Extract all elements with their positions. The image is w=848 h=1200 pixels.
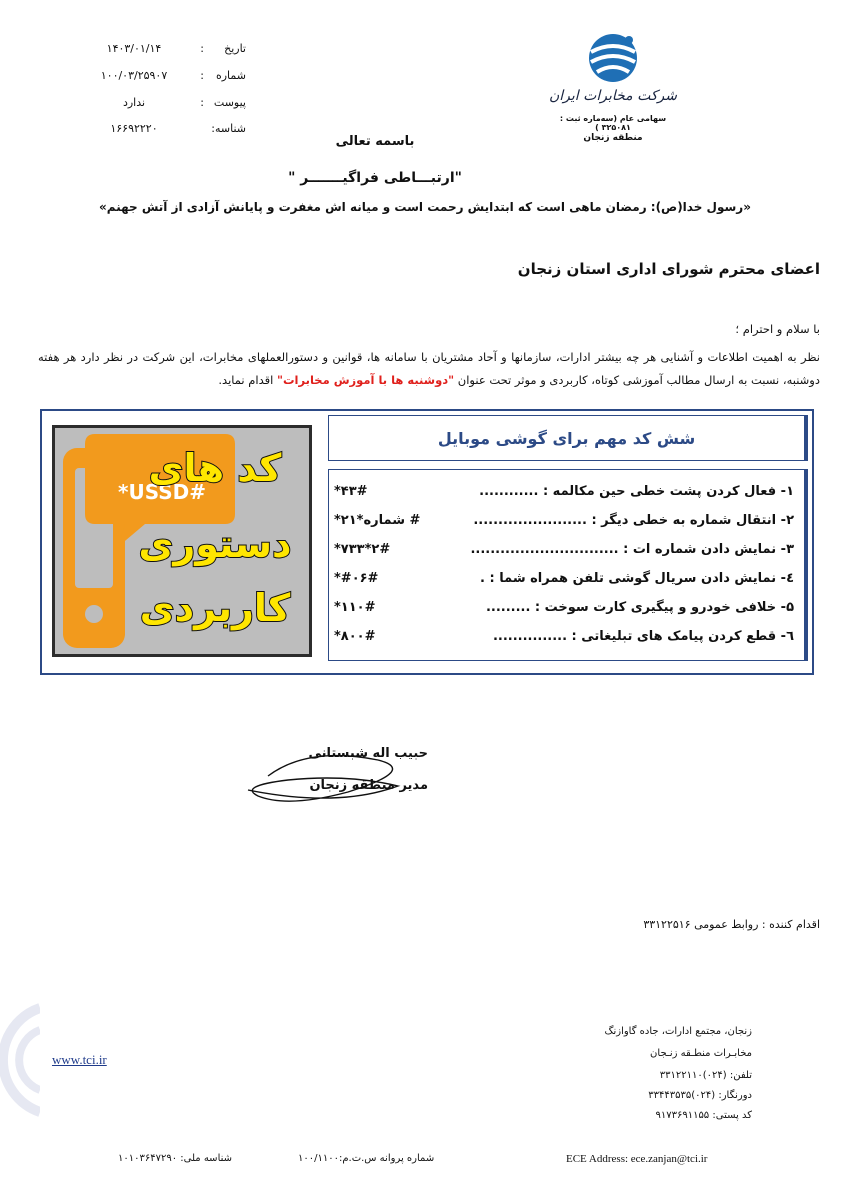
slogan: "ارتبـــاطی فراگیـــــــر " [288, 170, 462, 186]
item-code: *۲۱*شماره # [334, 513, 421, 528]
phone-value: (۰۲۴)۳۳۱۲۲۱۱۰ [659, 1070, 727, 1081]
item-label: ٦- قطع کردن پیامک های تبلیغاتی : ............... [492, 629, 794, 644]
ussd-label: *USSD# [118, 480, 206, 504]
item-code: *۱۱۰# [334, 600, 376, 615]
fax-value: (۰۲۴)۳۳۴۴۳۵۳۵ [648, 1090, 716, 1101]
postal-row [512, 1110, 752, 1121]
decorative-arc-icon [0, 1000, 40, 1120]
company-region: منطقه زنجان [583, 133, 643, 143]
box-title: شش کد مهم برای گوشی موبایل [328, 415, 808, 461]
greeting: با سلام و احترام ؛ [735, 322, 820, 336]
number-value: ۱۰۰/۰۳/۲۵۹۰۷ [100, 69, 168, 82]
company-capital: سهامی عام (سه‌ماره ثبت : ۳۲۵۰۸۱ ) [559, 114, 667, 132]
item-label: ۵- خلافی خودرو و پیگیری کارت سوخت : ......... [485, 600, 794, 615]
phone-row [512, 1070, 752, 1081]
item-label: ٤- نمایش دادن سریال گوشی تلفن همراه شما : . [480, 571, 794, 586]
body-paragraph [38, 346, 820, 392]
list-item [334, 478, 794, 506]
item-label: ۲- انتقال شماره به خطی دیگر : ....................... [473, 513, 794, 528]
date-value: ۱۴۰۳/۰۱/۱۴ [106, 42, 162, 55]
fax-row [512, 1090, 752, 1101]
bismillah: باسمه تعالی [335, 134, 415, 149]
body-text-2: اقدام نماید. [218, 373, 277, 387]
codes-list [328, 469, 808, 661]
item-code: *۴۳# [334, 484, 368, 499]
colon: : [200, 69, 204, 82]
id-value: ۱۶۶۹۲۲۲۰ [110, 122, 158, 135]
body-text-1: نظر به اهمیت اطلاعات و آشنایی هر چه بیشتر ادارات، سازمانها و آحاد مشتریان با سامانه ها، قوانین و دستورالعملهای مخابرات، این شرکت در نظر دارد هر هفته دوشنبه، نسبت به ارسال مطالب آموزشی کوتاه، کاربردی و موثر تحت عنوان [38, 350, 820, 387]
list-item [334, 565, 794, 593]
item-label: ۱- فعال کردن پشت خطی حین مکالمه : ............ [479, 484, 794, 499]
address-line-1: زنجان، مجتمع ادارات، جاده گاوازنگ [604, 1026, 752, 1037]
ussd-banner [52, 425, 312, 657]
colon: : [200, 96, 204, 109]
list-item [334, 507, 794, 535]
banner-line-3: کاربردی [139, 586, 291, 630]
fax-label: دورنگار: [718, 1090, 752, 1101]
list-item [334, 536, 794, 564]
attachment-label: پیوست [213, 96, 246, 109]
banner-line-2: دستوری [138, 522, 292, 566]
body-highlight: "دوشنبه ها با آموزش مخابرات" [277, 373, 455, 387]
company-logo [548, 30, 678, 160]
item-code: *#۰۶# [334, 571, 379, 586]
address-line-2: مخابـرات منطـقه زنـجان [650, 1048, 752, 1059]
hadith: «رسول خدا(ص): رمضان ماهی است که ابتدایش رحمت است و میانه اش مغفرت و پایانش آزادی از آتش جهنم» [99, 200, 751, 214]
license-number: شماره پروانه س.ت.م:۱۰۰/۱۱۰۰ [298, 1153, 435, 1164]
national-id: شناسه ملی: ۱۰۱۰۳۶۴۷۲۹۰ [118, 1153, 233, 1164]
postal-value: ۹۱۷۳۶۹۱۱۵۵ [655, 1110, 710, 1121]
attachment-value: ندارد [122, 96, 146, 109]
list-item [334, 623, 794, 651]
signature-block [228, 746, 428, 816]
item-code: *۷۳۳*۲# [334, 542, 391, 557]
company-name: شرکت مخابرات ایران [549, 88, 677, 104]
id-label: شناسه: [211, 122, 246, 135]
postal-label: کد پستی: [712, 1110, 752, 1121]
date-row [96, 42, 246, 60]
item-label: ۳- نمایش دادن شماره ات : .............................. [470, 542, 794, 557]
website-link[interactable]: www.tci.ir [52, 1052, 107, 1067]
number-label: شماره [215, 69, 246, 82]
ece-address: ECE Address: ece.zanjan@tci.ir [566, 1153, 708, 1165]
signatory-title: مدیر منطقه زنجان [309, 778, 428, 793]
attachment-row [96, 96, 246, 114]
number-row [96, 69, 246, 87]
signatory-name: حبیب اله شبستانی [308, 746, 428, 761]
banner-line-1: کد های [148, 446, 282, 490]
date-label: تاریخ [224, 42, 246, 55]
recipient-line: اعضای محترم شورای اداری استان زنجان [517, 260, 820, 278]
id-row [96, 122, 246, 140]
phone-label: تلفن: [729, 1070, 752, 1081]
list-item [334, 594, 794, 622]
tci-logo-icon [583, 30, 643, 86]
mobile-codes-box [40, 409, 814, 675]
colon: : [200, 42, 204, 55]
action-by: اقدام کننده : روابط عمومی ۳۳۱۲۲۵۱۶ [643, 918, 820, 931]
item-code: *۸۰۰# [334, 629, 376, 644]
